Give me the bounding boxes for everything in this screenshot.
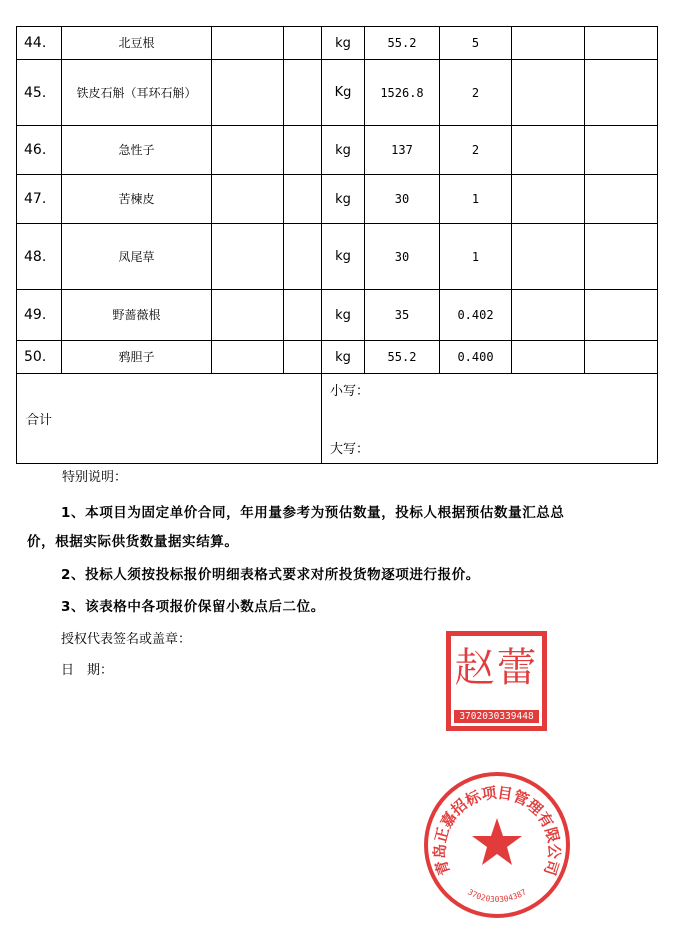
empty-cell bbox=[212, 27, 284, 60]
empty-cell bbox=[585, 126, 658, 175]
row-number: 50. bbox=[17, 341, 62, 374]
quantity-cell: 1526.8 bbox=[365, 60, 440, 126]
unit-cell: kg bbox=[322, 341, 365, 374]
quantity-cell: 30 bbox=[365, 175, 440, 224]
unit-cell: kg bbox=[322, 27, 365, 60]
empty-cell bbox=[284, 341, 322, 374]
quantity-cell: 30 bbox=[365, 224, 440, 290]
uppercase-amount-label: 大写： bbox=[330, 442, 370, 457]
row-number: 47. bbox=[17, 175, 62, 224]
date-label: 日 期： bbox=[61, 663, 114, 678]
item-name: 急性子 bbox=[62, 126, 212, 175]
empty-cell bbox=[585, 290, 658, 341]
empty-cell bbox=[512, 341, 585, 374]
notes-title: 特别说明： bbox=[62, 470, 128, 485]
signature-label: 授权代表签名或盖章： bbox=[61, 632, 192, 647]
row-number: 48. bbox=[17, 224, 62, 290]
item-name: 凤尾草 bbox=[62, 224, 212, 290]
item-name: 北豆根 bbox=[62, 27, 212, 60]
row-number: 46. bbox=[17, 126, 62, 175]
item-name: 鸦胆子 bbox=[62, 341, 212, 374]
empty-cell bbox=[284, 290, 322, 341]
total-row bbox=[17, 374, 658, 464]
empty-cell bbox=[512, 224, 585, 290]
empty-cell bbox=[585, 27, 658, 60]
price-cell: 5 bbox=[440, 27, 512, 60]
table-row bbox=[17, 341, 658, 374]
price-cell: 2 bbox=[440, 60, 512, 126]
empty-cell bbox=[585, 224, 658, 290]
empty-cell bbox=[512, 60, 585, 126]
seal-company-code-path: 3702030304387 bbox=[466, 887, 528, 905]
price-cell: 1 bbox=[440, 224, 512, 290]
table-row bbox=[17, 27, 658, 60]
empty-cell bbox=[212, 175, 284, 224]
quantity-cell: 55.2 bbox=[365, 27, 440, 60]
total-label: 合计 bbox=[17, 374, 322, 464]
empty-cell bbox=[585, 341, 658, 374]
lowercase-amount-label: 小写： bbox=[330, 384, 370, 399]
note-1-line-1: 1、本项目为固定单价合同，年用量参考为预估数量，投标人根据预估数量汇总总 bbox=[61, 505, 565, 521]
unit-cell: kg bbox=[322, 290, 365, 341]
empty-cell bbox=[212, 290, 284, 341]
total-amount-cell bbox=[322, 374, 658, 464]
empty-cell bbox=[284, 175, 322, 224]
seal-name: 赵蕾 bbox=[454, 645, 539, 691]
item-name: 铁皮石斛（耳环石斛） bbox=[62, 60, 212, 126]
note-2: 2、投标人须按投标报价明细表格式要求对所投货物逐项进行报价。 bbox=[61, 567, 480, 583]
seal-code: 3702030339448 bbox=[454, 710, 539, 723]
empty-cell bbox=[212, 126, 284, 175]
quantity-cell: 55.2 bbox=[365, 341, 440, 374]
unit-cell: kg bbox=[322, 224, 365, 290]
empty-cell bbox=[284, 27, 322, 60]
empty-cell bbox=[512, 175, 585, 224]
empty-cell bbox=[212, 224, 284, 290]
seal-company-name-path: 青岛正嘉招标项目管理有限公司 bbox=[430, 783, 564, 878]
price-cell: 1 bbox=[440, 175, 512, 224]
price-table bbox=[16, 26, 658, 464]
table-row bbox=[17, 126, 658, 175]
empty-cell bbox=[512, 27, 585, 60]
star-icon bbox=[472, 818, 522, 865]
personal-seal-stamp bbox=[446, 631, 547, 731]
note-3: 3、该表格中各项报价保留小数点后二位。 bbox=[61, 599, 325, 615]
empty-cell bbox=[212, 60, 284, 126]
company-seal-stamp bbox=[422, 770, 572, 920]
empty-cell bbox=[585, 60, 658, 126]
table-row bbox=[17, 224, 658, 290]
unit-cell: kg bbox=[322, 126, 365, 175]
seal-company-code bbox=[466, 887, 528, 904]
table-row bbox=[17, 175, 658, 224]
empty-cell bbox=[284, 224, 322, 290]
table-row bbox=[17, 60, 658, 126]
quantity-cell: 35 bbox=[365, 290, 440, 341]
empty-cell bbox=[284, 126, 322, 175]
item-name: 苦楝皮 bbox=[62, 175, 212, 224]
price-cell: 0.402 bbox=[440, 290, 512, 341]
table-row bbox=[17, 290, 658, 341]
row-number: 49. bbox=[17, 290, 62, 341]
note-1-line-2: 价，根据实际供货数量据实结算。 bbox=[27, 534, 239, 550]
price-cell: 2 bbox=[440, 126, 512, 175]
empty-cell bbox=[512, 126, 585, 175]
quantity-cell: 137 bbox=[365, 126, 440, 175]
unit-cell: kg bbox=[322, 175, 365, 224]
price-cell: 0.400 bbox=[440, 341, 512, 374]
empty-cell bbox=[585, 175, 658, 224]
row-number: 45. bbox=[17, 60, 62, 126]
empty-cell bbox=[284, 60, 322, 126]
row-number: 44. bbox=[17, 27, 62, 60]
unit-cell: Kg bbox=[322, 60, 365, 126]
empty-cell bbox=[212, 341, 284, 374]
item-name: 野蔷薇根 bbox=[62, 290, 212, 341]
empty-cell bbox=[512, 290, 585, 341]
